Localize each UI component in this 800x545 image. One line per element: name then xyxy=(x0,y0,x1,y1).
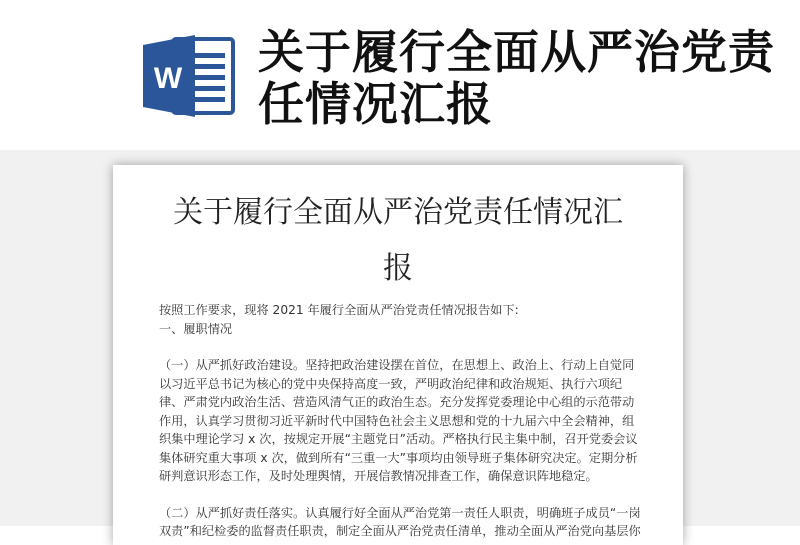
paragraph-responsibility: （二）从严抓好责任落实。认真履行好全面从严治党第一责任人职责，明确班子成员“一岗双责”和纪检委的监督责任职责，制定全面从严治党责任清单，推动全面从严治党向基层你 xyxy=(159,505,641,538)
document-title-line1: 关于履行全面从严治党责任情况汇 xyxy=(173,195,623,230)
paragraph-political: （一）从严抓好政治建设。坚持把政治建设摆在首位，在思想上、政治上、行动上自觉同以习近平总书记为核心的党中央保持高度一致，严明政治纪律和政治规矩、执行六项纪律、严肃党内政治生活、营造风清气正的政治生态。充分发挥党委理论中心组的示范带动作用，认真学习贯彻习近平新时代中国特色社会主义思想和党的十九届六中全会精神，组织集中理论学习 x 次，按规定开展“主题党日”活动。严格执行民主集中制，召开党委会议集体研究重大事项 x 次，做到所有“三重一大”事项均由领导班子集体研究决定。定期分析研判意识形态工作，及时处理舆情，开展信教情况排查工作，确保意识阵地稳定。 xyxy=(159,358,638,483)
intro-paragraph: 按照工作要求，现将 2021 年履行全面从严治党责任情况报告如下: xyxy=(159,303,519,317)
word-icon xyxy=(143,33,235,119)
section-heading: 一、履职情况 xyxy=(159,321,233,336)
document-title xyxy=(113,185,683,297)
header-title: 关于履行全面从严治党责任情况汇报 xyxy=(258,25,775,131)
paragraph-gap xyxy=(159,486,643,504)
paragraph-gap xyxy=(159,338,643,356)
svg-text:W: W xyxy=(153,62,183,95)
document-title-line2: 报 xyxy=(383,251,413,286)
document-body xyxy=(159,301,643,541)
document-page xyxy=(113,165,683,545)
header-banner xyxy=(0,0,800,150)
